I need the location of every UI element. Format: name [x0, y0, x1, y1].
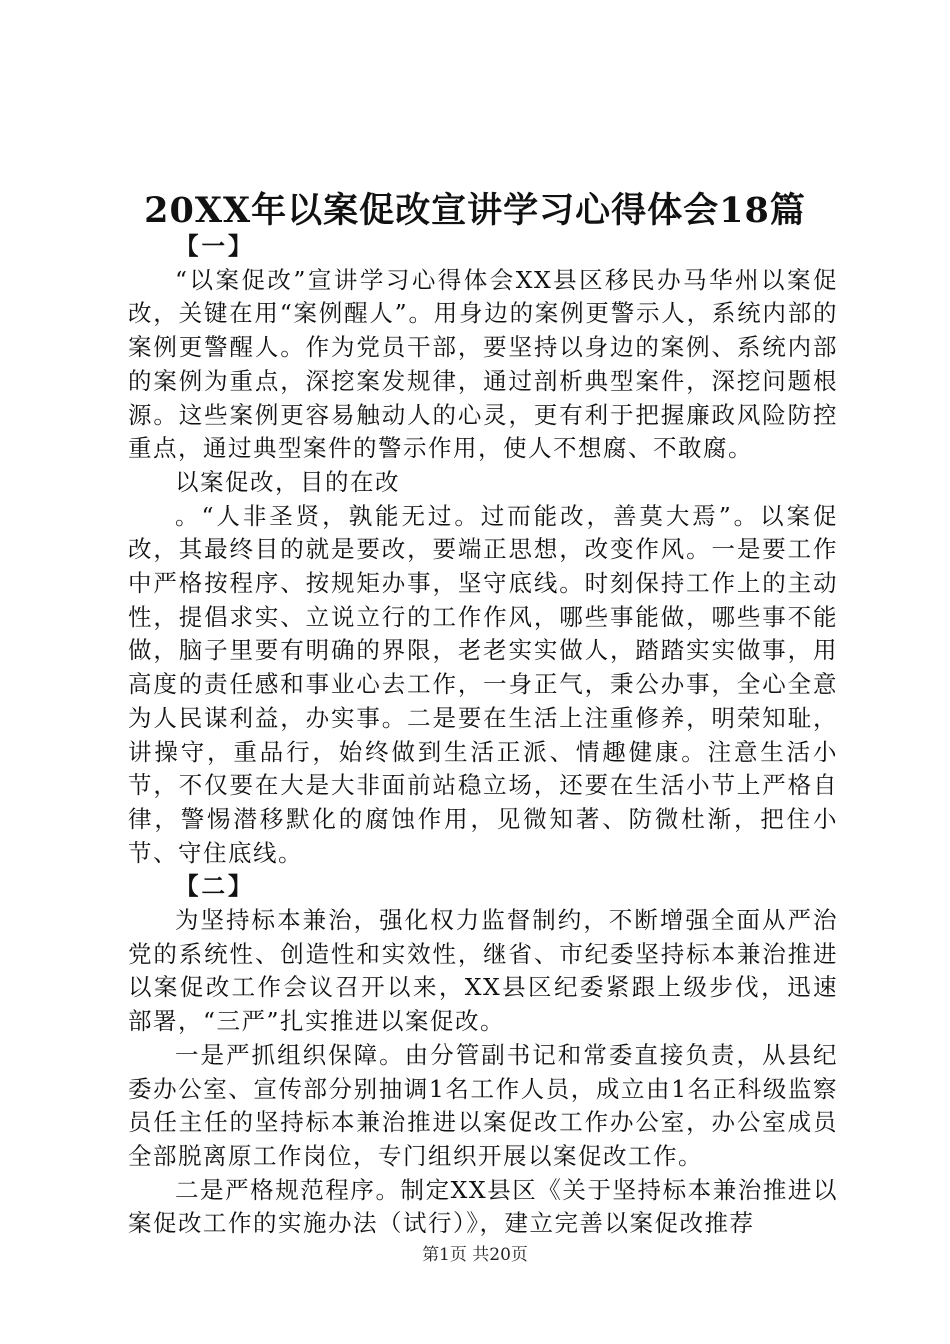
body-paragraph: 为坚持标本兼治，强化权力监督制约，不断增强全面从严治党的系统性、创造性和实效性，继省、市纪委坚持标本兼治推进以案促改工作会议召开以来，XX县区纪委紧跟上级步伐，迅速部署，“三严”扎实推进以案促改。 — [128, 906, 838, 1036]
document-body — [128, 230, 838, 1241]
document-title: 20XX年以案促改宣讲学习心得体会18篇 — [144, 190, 806, 231]
body-paragraph: 一是严抓组织保障。由分管副书记和常委直接负责，从县纪委办公室、宣传部分别抽调1名工作人员，成立由1名正科级监察员任主任的坚持标本兼治推进以案促改工作办公室，办公室成员全部脱离原工作岗位，专门组织开展以案促改工作。 — [128, 1040, 838, 1170]
section-heading-1: 【一】 — [175, 232, 255, 260]
page-number-footer: 第1页 共20页 — [422, 1245, 528, 1265]
body-paragraph: 二是严格规范程序。制定XX县区《关于坚持标本兼治推进以案促改工作的实施办法（试行）》，建立完善以案促改推荐 — [128, 1175, 838, 1238]
section-heading-2: 【二】 — [175, 872, 255, 901]
body-paragraph: “以案促改”宣讲学习心得体会XX县区移民办马华州以案促改，关键在用“案例醒人”。用身边的案例更警示人，系统内部的案例更警醒人。作为党员干部，要坚持以身边的案例、系统内部的案例为重点，深挖案发规律，通过剖析典型案件，深挖问题根源。这些案例更容易触动人的心灵，更有利于把握廉政风险防控重点，通过典型案件的警示作用，使人不想腐、不敢腐。 — [128, 265, 838, 463]
body-paragraph: 以案促改，目的在改 — [175, 467, 400, 496]
body-paragraph: 。“人非圣贤，孰能无过。过而能改，善莫大焉”。以案促改，其最终目的就是要改，要端正思想，改变作风。一是要工作中严格按程序、按规矩办事，坚守底线。时刻保持工作上的主动性，提倡求实、立说立行的工作作风，哪些事能做，哪些事不能做，脑子里要有明确的界限，老老实实做人，踏踏实实做事，用高度的责任感和事业心去工作，一身正气，秉公办事，全心全意为人民谋利益，办实事。二是要在生活上注重修养，明荣知耻，讲操守，重品行，始终做到生活正派、情趣健康。注意生活小节，不仅要在大是大非面前站稳立场，还要在生活小节上严格自律，警惕潜移默化的腐蚀作用，见微知著、防微杜渐，把住小节、守住底线。 — [128, 501, 838, 867]
